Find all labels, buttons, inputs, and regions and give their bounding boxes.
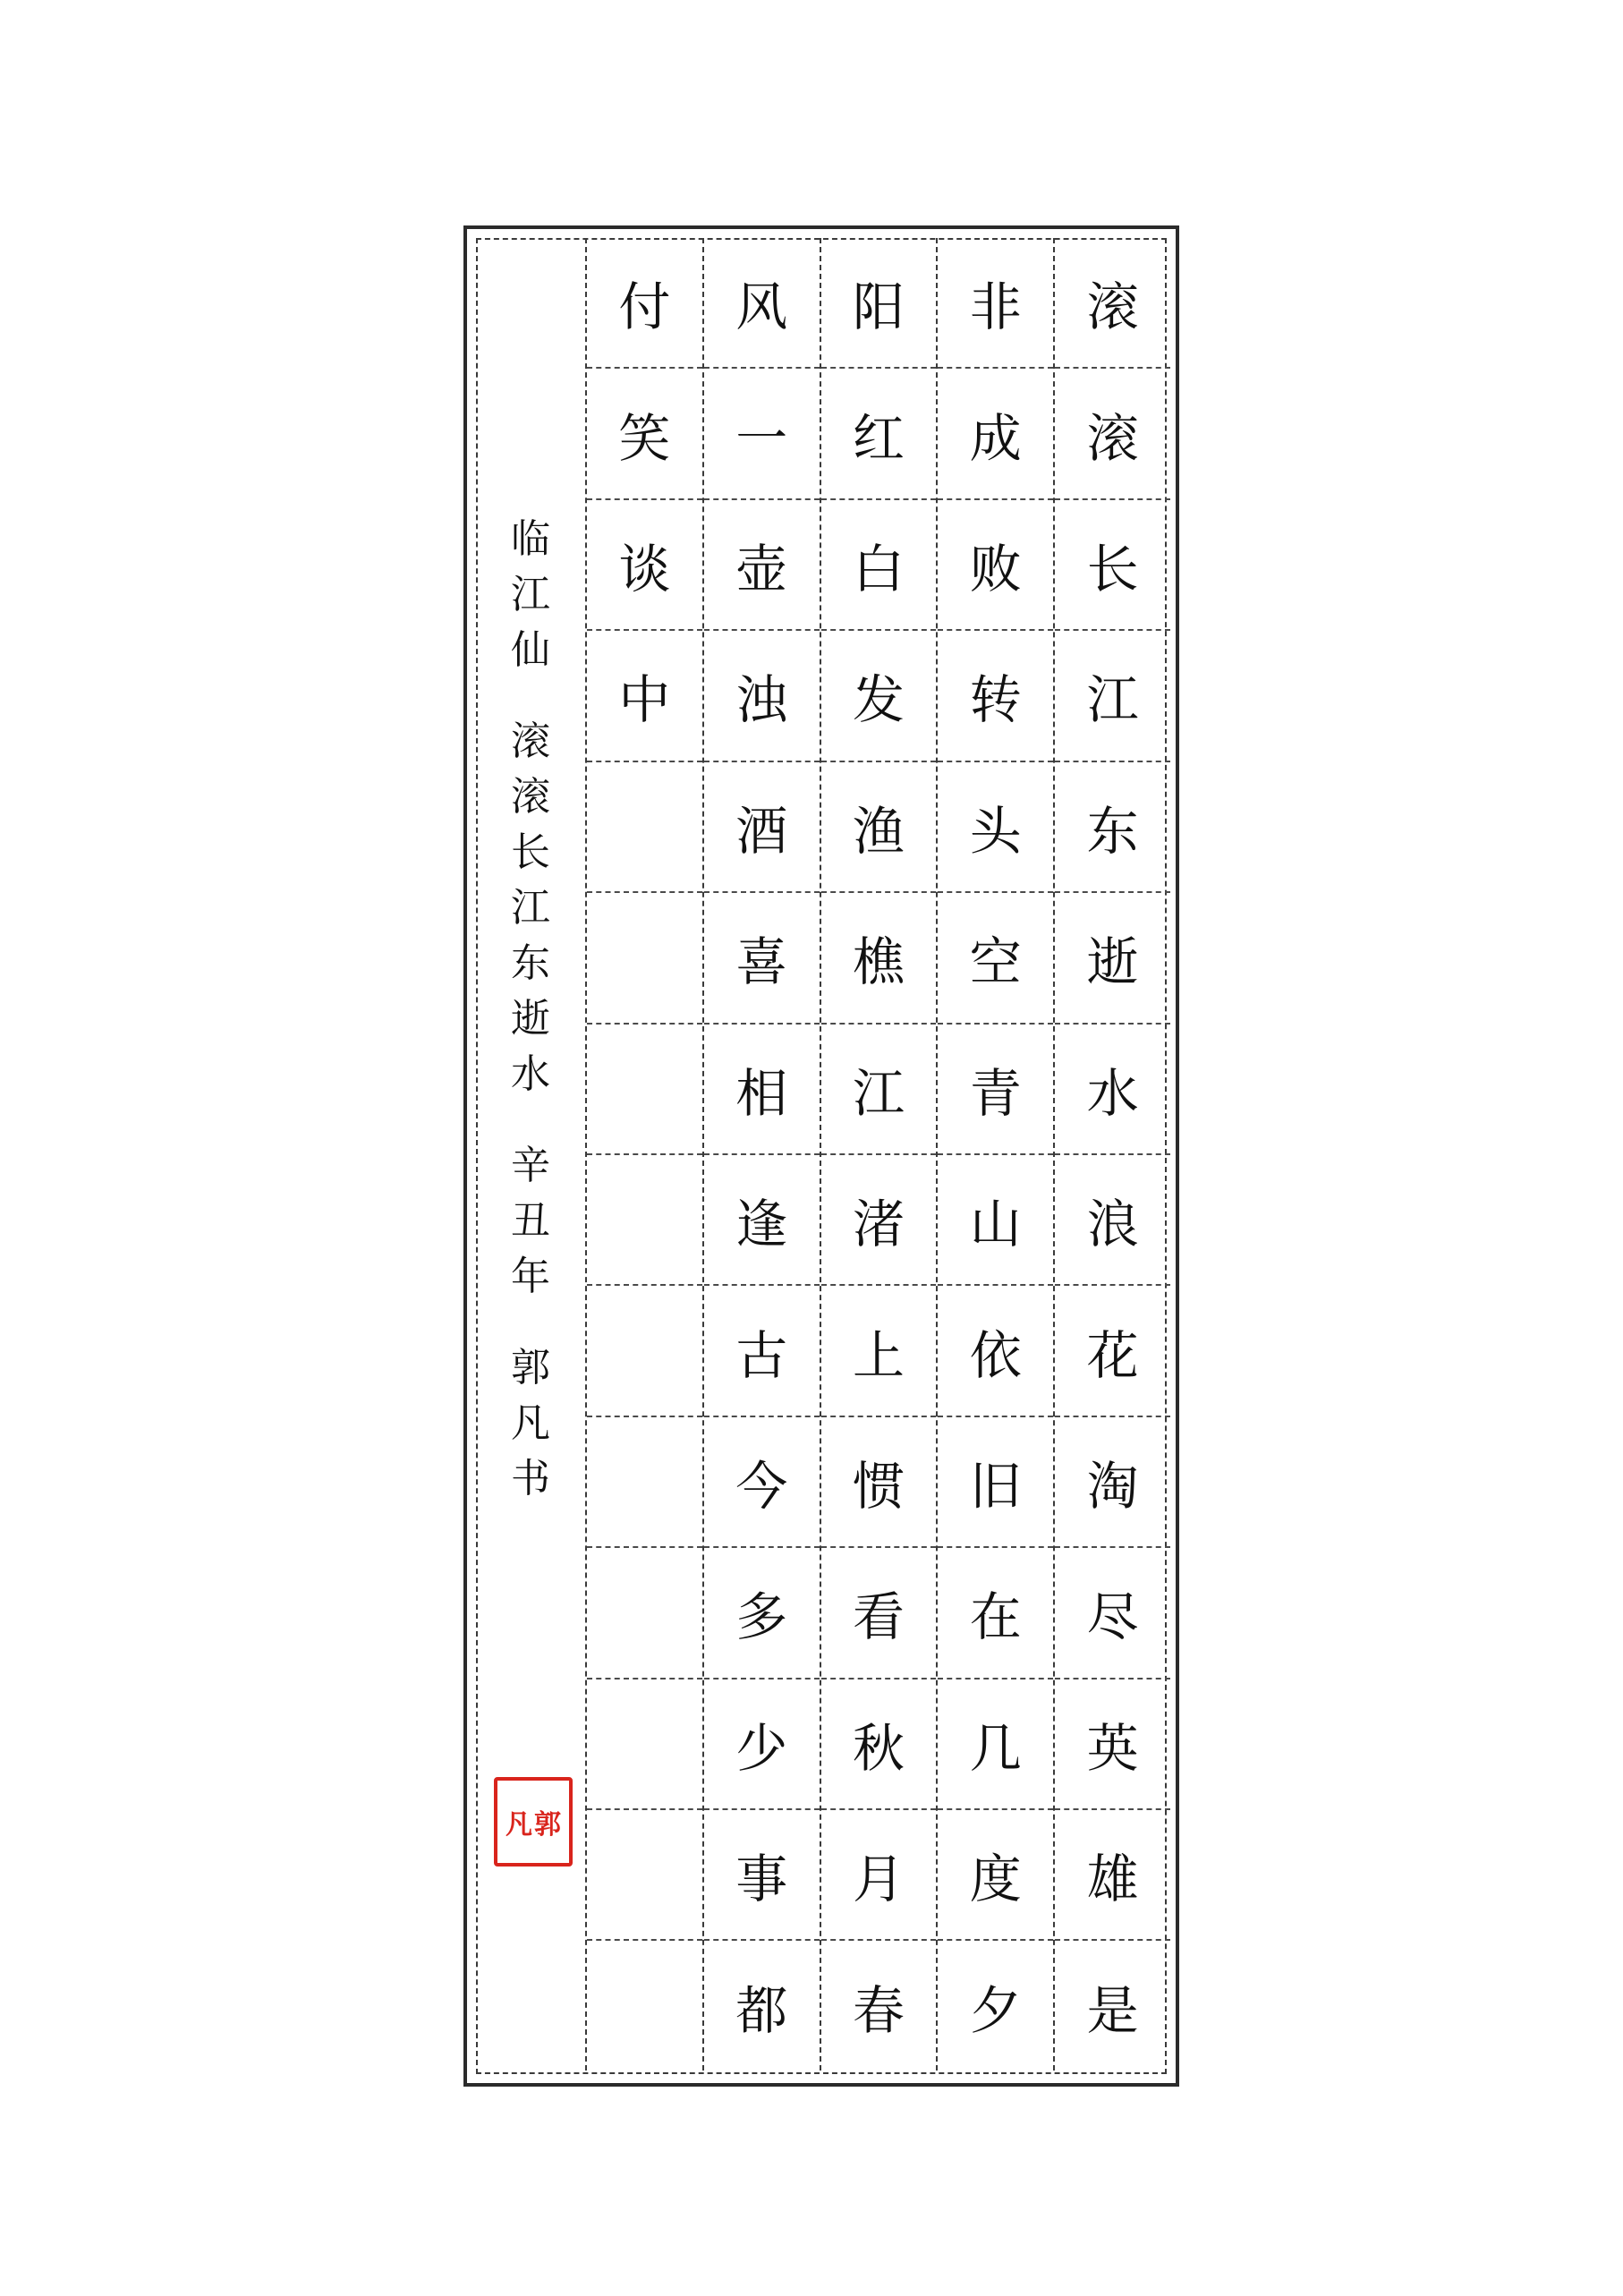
grid-cell (587, 1286, 702, 1416)
poem-column (702, 238, 820, 2071)
grid-cell: 旧 (938, 1417, 1053, 1548)
grid-cell: 古 (704, 1286, 820, 1416)
poem-column (936, 238, 1053, 2071)
grid-cell (587, 1548, 702, 1679)
inscription-char: 逝 (511, 996, 550, 1042)
inscription-char: 东 (511, 940, 550, 986)
seal-char-right: 郭 (534, 1809, 561, 1841)
grid-cell (587, 1025, 702, 1155)
grid-cell (587, 1417, 702, 1548)
grid-cell: 依 (938, 1286, 1053, 1416)
calligraphy-sheet (463, 225, 1179, 2087)
grid-cell: 渚 (821, 1155, 937, 1286)
red-seal-stamp (494, 1777, 573, 1867)
inscription-char: 江 (511, 885, 550, 931)
grid-cell: 风 (704, 238, 820, 369)
grid-cell: 江 (821, 1025, 937, 1155)
grid-cell: 非 (938, 238, 1053, 369)
grid-cell: 水 (1055, 1025, 1170, 1155)
grid-cell: 酒 (704, 762, 820, 893)
grid-cell: 月 (821, 1810, 937, 1941)
grid-cell: 度 (938, 1810, 1053, 1941)
grid-cell: 谈 (587, 500, 702, 631)
grid-cell: 樵 (821, 893, 937, 1024)
inscription-char: 郭 (511, 1345, 550, 1390)
grid-cell: 淘 (1055, 1417, 1170, 1548)
poem-column (820, 238, 937, 2071)
inscription-char: 年 (511, 1254, 550, 1299)
grid-cell: 滚 (1055, 238, 1170, 369)
grid-cell: 逢 (704, 1155, 820, 1286)
grid-cell: 尽 (1055, 1548, 1170, 1679)
inscription-char: 凡 (511, 1400, 550, 1446)
grid-cell: 事 (704, 1810, 820, 1941)
grid-cell: 长 (1055, 500, 1170, 631)
inscription-char: 滚 (511, 719, 550, 764)
grid-cell: 渔 (821, 762, 937, 893)
grid-cell: 滚 (1055, 369, 1170, 499)
grid-cell: 败 (938, 500, 1053, 631)
grid-cell (587, 762, 702, 893)
grid-cell: 转 (938, 631, 1053, 761)
inscription-char: 书 (511, 1456, 550, 1501)
grid-cell (587, 1941, 702, 2070)
grid-cell: 春 (852, 1979, 905, 2041)
inscription-text (506, 512, 555, 1507)
grid-cell: 空 (938, 893, 1053, 1024)
grid-cell: 浪 (1055, 1155, 1170, 1286)
inscription-char: 丑 (511, 1198, 550, 1244)
grid-cell: 都 (735, 1979, 788, 2041)
grid-cell: 多 (704, 1548, 820, 1679)
grid-cell: 青 (938, 1025, 1053, 1155)
grid-cell: 山 (938, 1155, 1053, 1286)
inscription-char: 水 (511, 1051, 550, 1097)
grid-cell: 英 (1055, 1679, 1170, 1810)
inscription-char: 江 (511, 572, 550, 617)
grid-cell: 喜 (704, 893, 820, 1024)
grid-cell: 江 (1055, 631, 1170, 761)
inscription-char: 滚 (511, 774, 550, 820)
poem-column (585, 238, 702, 2071)
grid-cell: 阳 (821, 238, 937, 369)
grid-cell (587, 1679, 702, 1810)
grid-cell (587, 893, 702, 1024)
inscription-char: 临 (511, 516, 550, 562)
seal-char-left: 凡 (506, 1809, 532, 1841)
grid-cell: 发 (821, 631, 937, 761)
grid-cell: 一 (704, 369, 820, 499)
grid-cell: 中 (587, 631, 702, 761)
grid-cell: 壶 (704, 500, 820, 631)
grid-cell: 相 (704, 1025, 820, 1155)
grid-cell: 东 (1055, 762, 1170, 893)
poem-column (1053, 238, 1170, 2071)
inscription-column (476, 238, 585, 2071)
grid-cell: 上 (821, 1286, 937, 1416)
grid-cell: 看 (821, 1548, 937, 1679)
grid-cell: 笑 (587, 369, 702, 499)
character-grid (585, 238, 1170, 2071)
grid-cell: 雄 (1055, 1810, 1170, 1941)
grid-cell: 惯 (821, 1417, 937, 1548)
grid-cell: 是 (1086, 1979, 1139, 2041)
grid-cell: 红 (821, 369, 937, 499)
grid-cell: 付 (587, 238, 702, 369)
grid-cell: 成 (938, 369, 1053, 499)
inscription-char: 仙 (511, 627, 550, 673)
grid-cell (587, 1810, 702, 1941)
grid-cell: 浊 (704, 631, 820, 761)
grid-cell: 几 (938, 1679, 1053, 1810)
grid-cell: 白 (821, 500, 937, 631)
grid-cell: 花 (1055, 1286, 1170, 1416)
grid-cell: 夕 (969, 1979, 1022, 2041)
grid-cell: 今 (704, 1417, 820, 1548)
grid-cell: 逝 (1055, 893, 1170, 1024)
inscription-char: 辛 (511, 1143, 550, 1188)
grid-cell: 头 (938, 762, 1053, 893)
grid-cell: 秋 (821, 1679, 937, 1810)
inscription-char: 长 (511, 829, 550, 875)
grid-cell (587, 1155, 702, 1286)
grid-cell: 少 (704, 1679, 820, 1810)
grid-cell: 在 (938, 1548, 1053, 1679)
